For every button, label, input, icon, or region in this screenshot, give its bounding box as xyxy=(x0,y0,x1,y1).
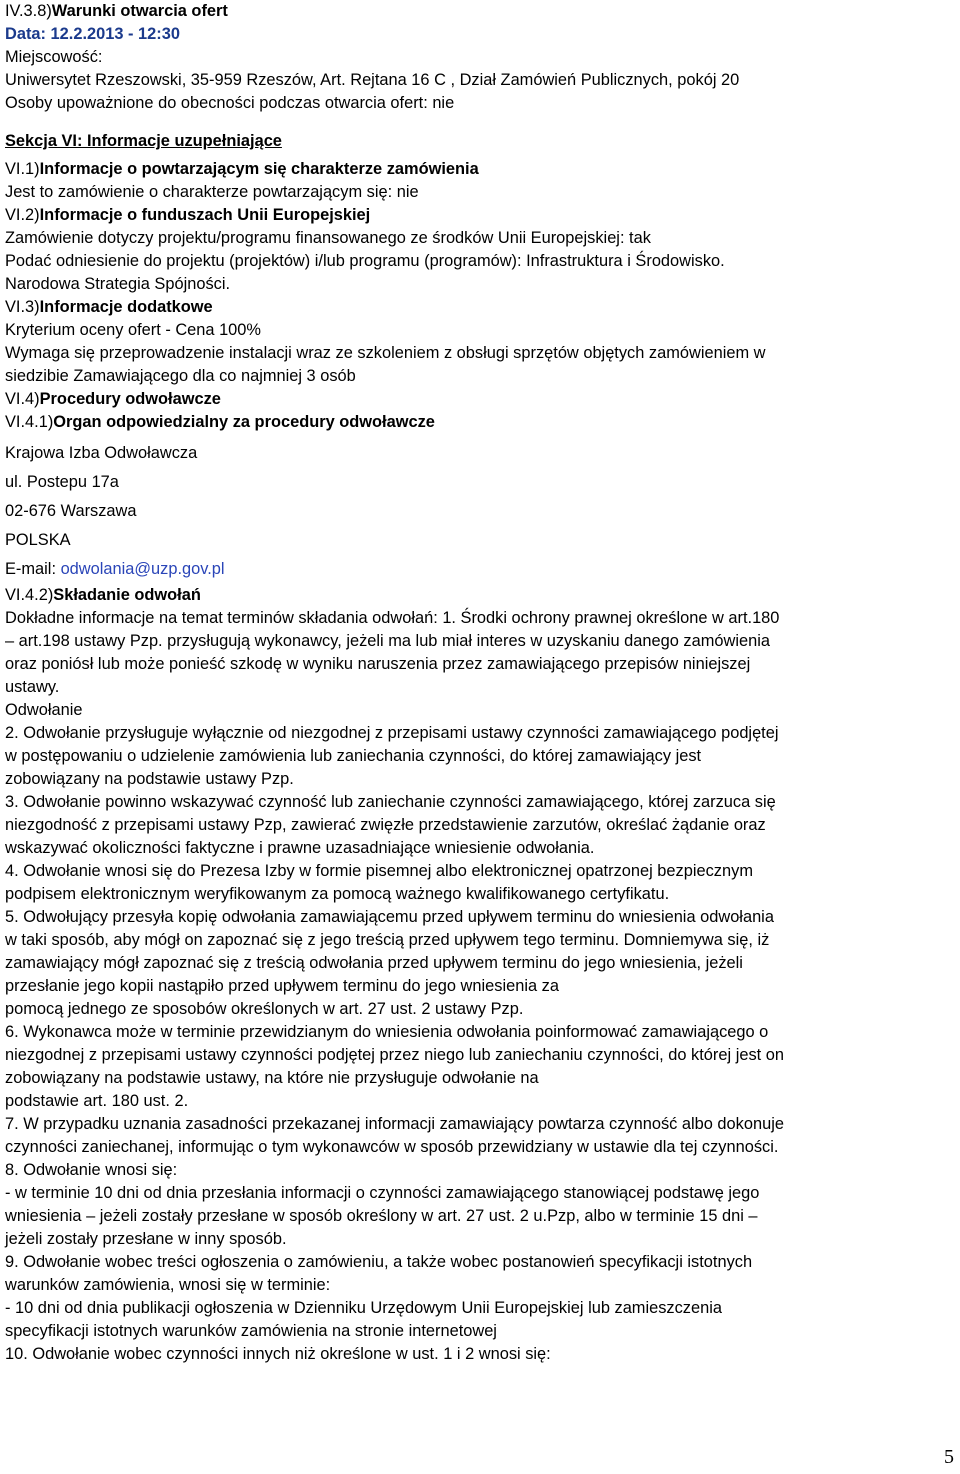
vi-2-line: Podać odniesienie do projektu (projektów) i/lub programu (programów): Infrastruktura i Środowisko. xyxy=(5,252,725,270)
place-label: Miejscowość: xyxy=(5,48,103,66)
body-line: zamawiający mógł zapoznać się z treścią odwołania przed upływem terminu do jego wniesienia, jeżeli xyxy=(5,954,743,972)
vi-3-line: siedzibie Zamawiającego dla co najmniej 3 osób xyxy=(5,367,356,385)
heading-title: Informacje dodatkowe xyxy=(39,298,213,316)
section-iv-3-8-heading xyxy=(5,0,955,23)
heading-title: Procedury odwoławcze xyxy=(39,390,221,408)
page-number: 5 xyxy=(944,1446,954,1468)
organ-street: ul. Postepu 17a xyxy=(5,473,119,491)
vi-4-2-heading xyxy=(5,584,955,607)
body-line: 2. Odwołanie przysługuje wyłącznie od niezgodnej z przepisami ustawy czynności zamawiającego podjętej xyxy=(5,724,779,742)
body-line: 7. W przypadku uznania zasadności przekazanej informacji zamawiający powtarza czynność albo dokonuje xyxy=(5,1115,784,1133)
body-line: 10. Odwołanie wobec czynności innych niż określone w ust. 1 i 2 wnosi się: xyxy=(5,1345,551,1363)
vi-4-1-heading xyxy=(5,411,955,434)
vi-3-line: Wymaga się przeprowadzenie instalacji wraz ze szkoleniem z obsługi sprzętów objętych zamówieniem w xyxy=(5,344,766,362)
organ-name: Krajowa Izba Odwoławcza xyxy=(5,444,198,462)
heading-title: Składanie odwołań xyxy=(53,586,201,604)
authorized-persons: Osoby upoważnione do obecności podczas otwarcia ofert: nie xyxy=(5,94,455,112)
body-line: czynności zaniechanej, informując o tym wykonawców w sposób przewidziany w ustawie dla tej czynności. xyxy=(5,1138,779,1156)
organ-country: POLSKA xyxy=(5,531,71,549)
opening-date: Data: 12.2.2013 - 12:30 xyxy=(5,25,180,43)
body-line: w postępowaniu o udzielenie zamówienia lub zaniechania czynności, do której zamawiający jest xyxy=(5,747,702,765)
body-line: pomocą jednego ze sposobów określonych w art. 27 ust. 2 ustawy Pzp. xyxy=(5,1000,524,1018)
body-line: 4. Odwołanie wnosi się do Prezesa Izby w formie pisemnej albo elektronicznej opatrzonej bezpiecznym xyxy=(5,862,753,880)
body-line: podstawie art. 180 ust. 2. xyxy=(5,1092,189,1110)
body-line: zobowiązany na podstawie ustawy Pzp. xyxy=(5,770,294,788)
heading-number: VI.4.1) xyxy=(5,413,54,431)
body-line: ustawy. xyxy=(5,678,60,696)
heading-number: VI.4) xyxy=(5,390,40,408)
body-line: w taki sposób, aby mógł on zapoznać się z jego treścią przed upływem tego terminu. Domniemywa się, iż xyxy=(5,931,770,949)
body-line: - w terminie 10 dni od dnia przesłania informacji o czynności zamawiającego stanowiącej podstawę jego xyxy=(5,1184,760,1202)
body-line: 3. Odwołanie powinno wskazywać czynność lub zaniechanie czynności zamawiającego, której zarzuca się xyxy=(5,793,776,811)
heading-title: Informacje o powtarzającym się charakterze zamówienia xyxy=(39,160,479,178)
body-line: 9. Odwołanie wobec treści ogłoszenia o zamówieniu, a także wobec postanowień specyfikacji istotnych xyxy=(5,1253,753,1271)
heading-number: VI.3) xyxy=(5,298,40,316)
body-line: - 10 dni od dnia publikacji ogłoszenia w Dzienniku Urzędowym Unii Europejskiej lub zamieszczenia xyxy=(5,1299,722,1317)
vi-2-heading xyxy=(5,204,955,227)
body-line: Odwołanie xyxy=(5,701,83,719)
heading-number: IV.3.8) xyxy=(5,2,52,20)
organ-email xyxy=(5,555,955,584)
body-line: oraz poniósł lub może ponieść szkodę w wyniku naruszenia przez zamawiającego przepisów niniejszej xyxy=(5,655,751,673)
place-value: Uniwersytet Rzeszowski, 35-959 Rzeszów, Art. Rejtana 16 C , Dział Zamówień Publicznych, pokój 20 xyxy=(5,71,740,89)
body-line: 5. Odwołujący przesyła kopię odwołania zamawiającemu przed upływem terminu do wniesienia odwołania xyxy=(5,908,774,926)
document-page xyxy=(5,0,955,1366)
vi-4-heading xyxy=(5,388,955,411)
body-line: wskazywać okoliczności faktyczne i prawne uzasadniające wniesienie odwołania. xyxy=(5,839,595,857)
email-label: E-mail: xyxy=(5,560,61,578)
body-line: 8. Odwołanie wnosi się: xyxy=(5,1161,178,1179)
body-line: wniesienia – jeżeli zostały przesłane w sposób określony w art. 27 ust. 2 u.Pzp, albo w terminie 15 dni – xyxy=(5,1207,758,1225)
vi-3-heading xyxy=(5,296,955,319)
vi-2-line: Narodowa Strategia Spójności. xyxy=(5,275,231,293)
body-line: jeżeli zostały przesłane w inny sposób. xyxy=(5,1230,287,1248)
vi-2-line: Zamówienie dotyczy projektu/programu finansowanego ze środków Unii Europejskiej: tak xyxy=(5,229,651,247)
heading-number: VI.4.2) xyxy=(5,586,54,604)
section-vi-title: Sekcja VI: Informacje uzupełniające xyxy=(5,132,282,150)
vi-1-text: Jest to zamówienie o charakterze powtarzającym się: nie xyxy=(5,183,419,201)
vi-1-heading xyxy=(5,158,955,181)
body-line: przesłanie jego kopii nastąpiło przed upływem terminu do jego wniesienia za xyxy=(5,977,559,995)
heading-title: Informacje o funduszach Unii Europejskiej xyxy=(39,206,371,224)
body-line: 6. Wykonawca może w terminie przewidzianym do wniesienia odwołania poinformować zamawiającego o xyxy=(5,1023,769,1041)
body-line: zobowiązany na podstawie ustawy, na które nie przysługuje odwołanie na xyxy=(5,1069,539,1087)
body-line: niezgodnej z przepisami ustawy czynności podjętej przez niego lub zaniechaniu czynności, do której jest on xyxy=(5,1046,784,1064)
heading-number: VI.2) xyxy=(5,206,40,224)
organ-city: 02-676 Warszawa xyxy=(5,502,137,520)
appeal-body-text xyxy=(5,607,955,1366)
heading-number: VI.1) xyxy=(5,160,40,178)
heading-title: Organ odpowiedzialny za procedury odwoławcze xyxy=(53,413,435,431)
body-line: podpisem elektronicznym weryfikowanym za pomocą ważnego kwalifikowanego certyfikatu. xyxy=(5,885,670,903)
body-line: niezgodność z przepisami ustawy Pzp, zawierać zwięzłe przedstawienie zarzutów, określać żądanie oraz xyxy=(5,816,766,834)
body-line: warunków zamówienia, wnosi się w terminie: xyxy=(5,1276,331,1294)
body-line: specyfikacji istotnych warunków zamówienia na stronie internetowej xyxy=(5,1322,497,1340)
body-line: Dokładne informacje na temat terminów składania odwołań: 1. Środki ochrony prawnej określone w art.180 xyxy=(5,609,780,627)
email-link[interactable]: odwolania@uzp.gov.pl xyxy=(60,560,225,578)
heading-title: Warunki otwarcia ofert xyxy=(51,2,228,20)
body-line: – art.198 ustawy Pzp. przysługują wykonawcy, jeżeli ma lub miał interes w uzyskaniu danego zamówienia xyxy=(5,632,770,650)
vi-3-line: Kryterium oceny ofert - Cena 100% xyxy=(5,321,261,339)
